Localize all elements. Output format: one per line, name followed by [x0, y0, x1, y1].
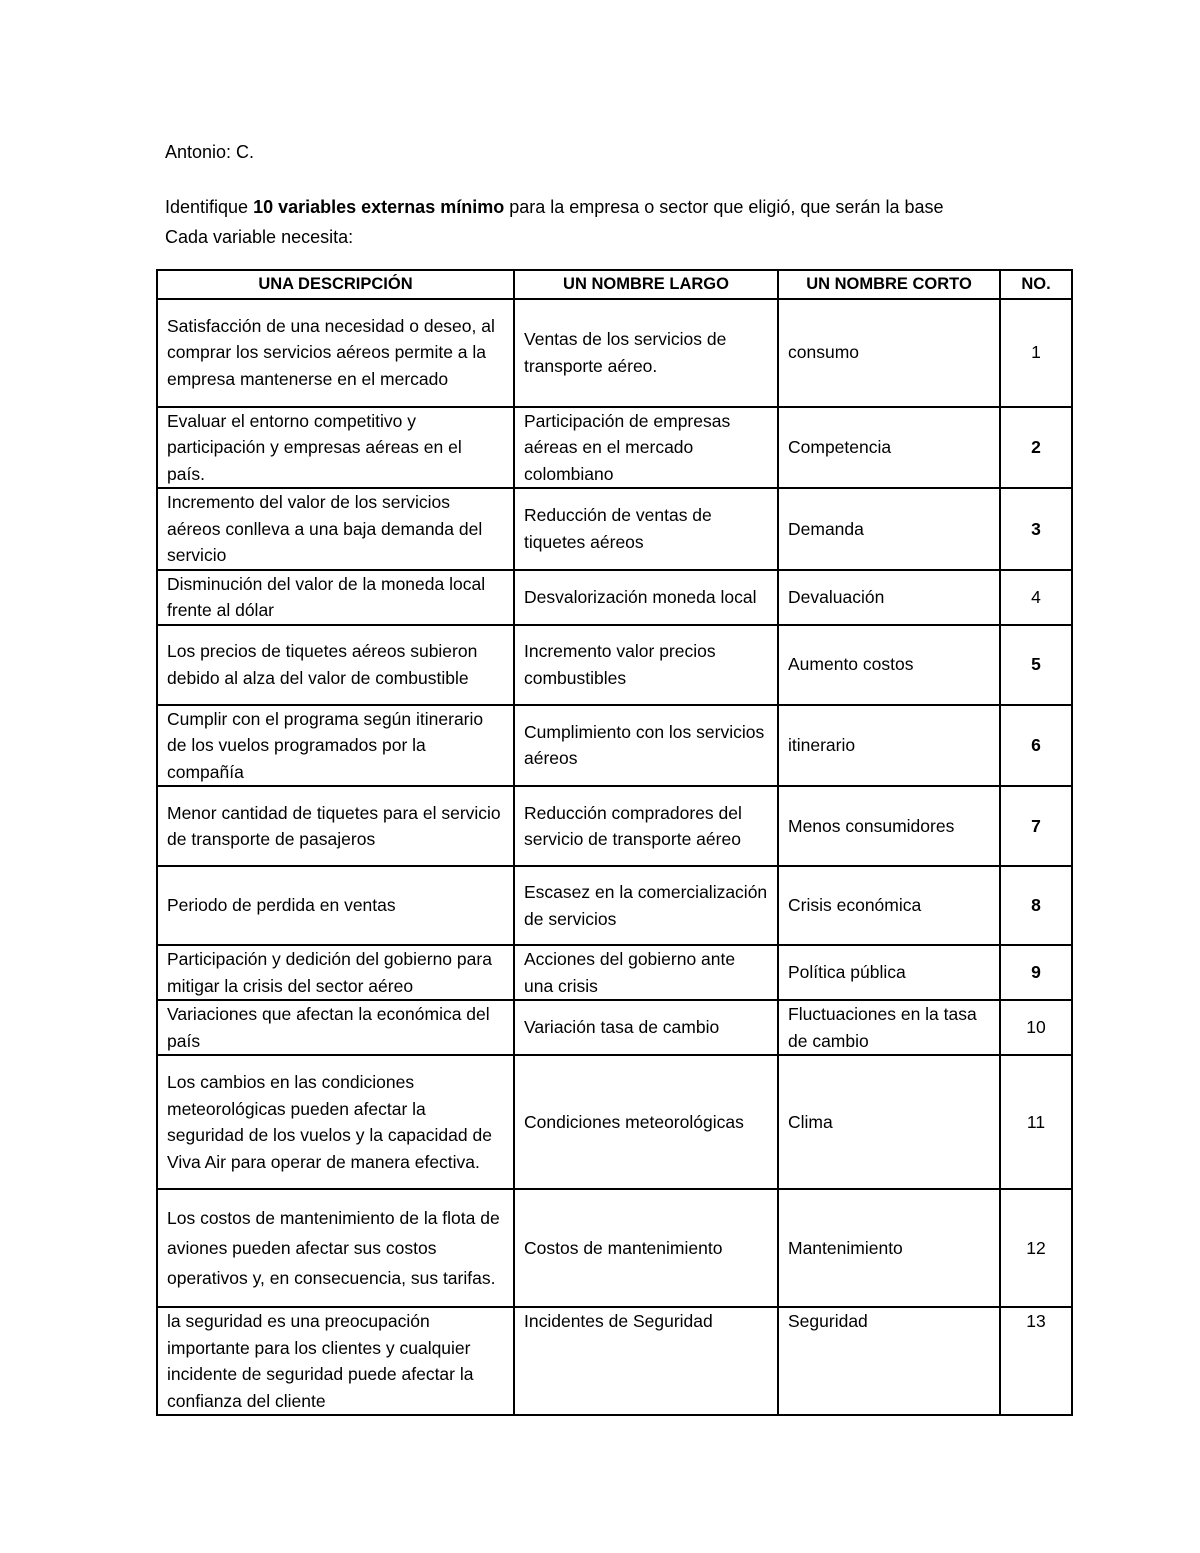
cell-numero: 11 [1000, 1055, 1072, 1189]
cell-nombre-largo: Costos de mantenimiento [514, 1189, 778, 1307]
cell-descripcion: Los precios de tiquetes aéreos subieron debido al alza del valor de combustible [157, 625, 514, 705]
instructions-line-2: Cada variable necesita: [165, 227, 354, 247]
cell-nombre-largo: Variación tasa de cambio [514, 1000, 778, 1055]
table-row [157, 488, 1072, 570]
cell-nombre-corto: Política pública [778, 945, 1000, 1000]
cell-nombre-corto: Aumento costos [778, 625, 1000, 705]
table-row [157, 570, 1072, 625]
cell-descripcion: Incremento del valor de los servicios aéreos conlleva a una baja demanda del servicio [157, 488, 514, 570]
cell-nombre-largo: Participación de empresas aéreas en el mercado colombiano [514, 407, 778, 489]
cell-nombre-largo: Ventas de los servicios de transporte aéreo. [514, 299, 778, 407]
table-row [157, 1055, 1072, 1189]
cell-descripcion: Los costos de mantenimiento de la flota de aviones pueden afectar sus costos operativos y, en consecuencia, sus tarifas. [157, 1189, 514, 1307]
cell-nombre-corto: Competencia [778, 407, 1000, 489]
cell-numero: 5 [1000, 625, 1072, 705]
cell-descripcion: Los cambios en las condiciones meteorológicas pueden afectar la seguridad de los vuelos y la capacidad de Viva Air para operar de manera efectiva. [157, 1055, 514, 1189]
cell-nombre-corto: Crisis económica [778, 866, 1000, 945]
cell-descripcion: la seguridad es una preocupación importante para los clientes y cualquier incidente de seguridad puede afectar la confianza del cliente [157, 1307, 514, 1415]
cell-descripcion: Periodo de perdida en ventas [157, 866, 514, 945]
table-header-row [157, 270, 1072, 299]
table-row [157, 625, 1072, 705]
table-row [157, 1189, 1072, 1307]
cell-numero: 4 [1000, 570, 1072, 625]
cell-descripcion: Disminución del valor de la moneda local frente al dólar [157, 570, 514, 625]
cell-descripcion: Cumplir con el programa según itinerario de los vuelos programados por la compañía [157, 705, 514, 787]
cell-nombre-largo: Incidentes de Seguridad [514, 1307, 778, 1415]
instructions-line-1-bold: 10 variables externas mínimo [253, 197, 505, 217]
header-numero: NO. [1000, 270, 1072, 299]
cell-nombre-largo: Condiciones meteorológicas [514, 1055, 778, 1189]
cell-nombre-corto: Clima [778, 1055, 1000, 1189]
table-row [157, 945, 1072, 1000]
instructions [165, 192, 1065, 252]
variables-table [156, 269, 1073, 1416]
header-nombre-largo: UN NOMBRE LARGO [514, 270, 778, 299]
cell-descripcion: Satisfacción de una necesidad o deseo, al comprar los servicios aéreos permite a la empresa mantenerse en el mercado [157, 299, 514, 407]
instructions-line-1-pre: Identifique [165, 197, 254, 217]
cell-nombre-largo: Reducción compradores del servicio de transporte aéreo [514, 786, 778, 866]
cell-nombre-corto: Devaluación [778, 570, 1000, 625]
cell-nombre-largo: Acciones del gobierno ante una crisis [514, 945, 778, 1000]
table-row [157, 1307, 1072, 1415]
cell-nombre-largo: Cumplimiento con los servicios aéreos [514, 705, 778, 787]
table-row [157, 866, 1072, 945]
author-name: Antonio: C. [165, 142, 255, 162]
cell-numero: 8 [1000, 866, 1072, 945]
instructions-line-1-post: para la empresa o sector que eligió, que serán la base [504, 197, 944, 217]
header-descripcion: UNA DESCRIPCIÓN [157, 270, 514, 299]
cell-numero: 3 [1000, 488, 1072, 570]
table-row [157, 786, 1072, 866]
cell-descripcion: Evaluar el entorno competitivo y participación y empresas aéreas en el país. [157, 407, 514, 489]
cell-numero: 9 [1000, 945, 1072, 1000]
cell-numero: 1 [1000, 299, 1072, 407]
cell-nombre-corto: Seguridad [778, 1307, 1000, 1415]
cell-nombre-largo: Reducción de ventas de tiquetes aéreos [514, 488, 778, 570]
cell-numero: 12 [1000, 1189, 1072, 1307]
cell-nombre-corto: itinerario [778, 705, 1000, 787]
cell-nombre-corto: Demanda [778, 488, 1000, 570]
cell-numero: 10 [1000, 1000, 1072, 1055]
cell-nombre-corto: Fluctuaciones en la tasa de cambio [778, 1000, 1000, 1055]
cell-nombre-corto: Menos consumidores [778, 786, 1000, 866]
cell-numero: 2 [1000, 407, 1072, 489]
cell-descripcion: Menor cantidad de tiquetes para el servicio de transporte de pasajeros [157, 786, 514, 866]
cell-nombre-corto: Mantenimiento [778, 1189, 1000, 1307]
cell-nombre-corto: consumo [778, 299, 1000, 407]
instructions-line-1 [165, 192, 1065, 222]
table-row [157, 407, 1072, 489]
cell-numero: 6 [1000, 705, 1072, 787]
table-row [157, 705, 1072, 787]
cell-numero: 13 [1000, 1307, 1072, 1415]
header-nombre-corto: UN NOMBRE CORTO [778, 270, 1000, 299]
cell-nombre-largo: Escasez en la comercialización de servicios [514, 866, 778, 945]
table-row [157, 299, 1072, 407]
table-row [157, 1000, 1072, 1055]
cell-descripcion: Variaciones que afectan la económica del país [157, 1000, 514, 1055]
cell-nombre-largo: Incremento valor precios combustibles [514, 625, 778, 705]
cell-descripcion: Participación y dedición del gobierno para mitigar la crisis del sector aéreo [157, 945, 514, 1000]
cell-numero: 7 [1000, 786, 1072, 866]
cell-nombre-largo: Desvalorización moneda local [514, 570, 778, 625]
